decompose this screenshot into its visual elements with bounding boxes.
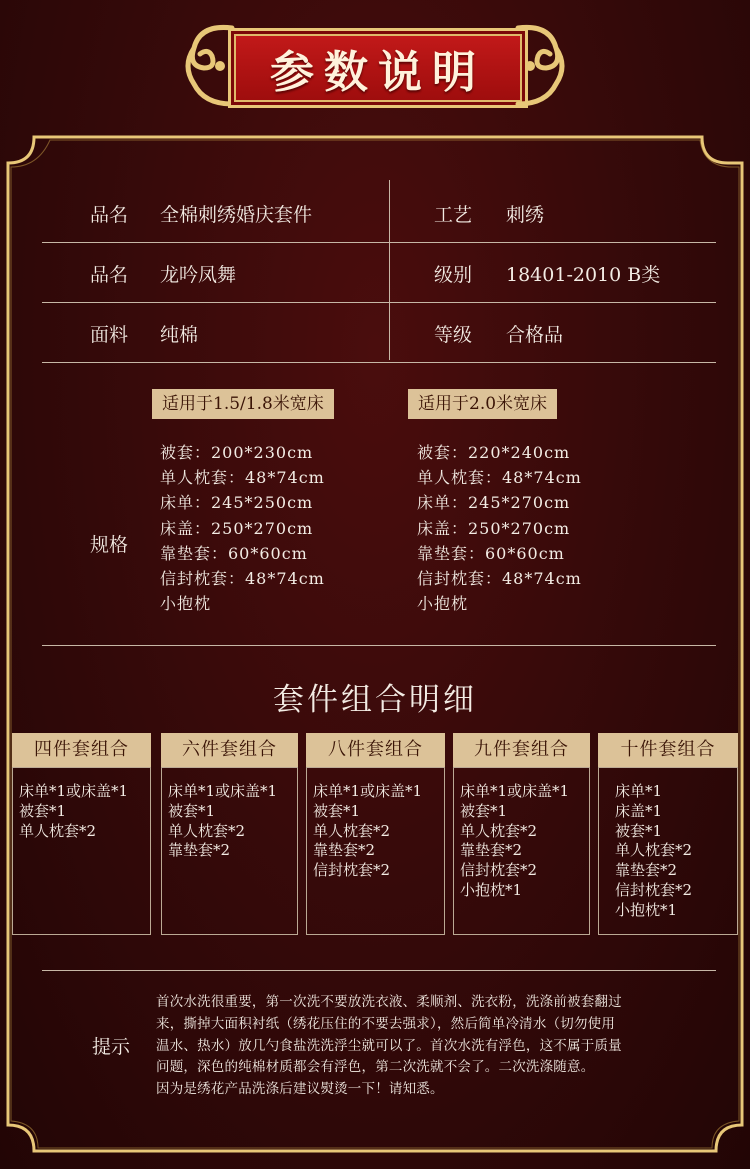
combo-item: 靠垫套*2 [615, 861, 678, 880]
combo-item: 床盖*1 [615, 801, 663, 820]
spec-item: 信封枕套：48*74cm [417, 569, 582, 589]
tip-line: 问题，深色的纯棉材质都会有浮色，第二次洗就不会了。二次洗涤随意。 [156, 1059, 595, 1076]
title-banner [180, 18, 570, 114]
combo-box [161, 767, 298, 935]
section-title: 套件组合明细 [273, 682, 477, 718]
divider [42, 970, 716, 971]
combo-item: 床单*1或床盖*1 [460, 782, 570, 800]
page-title: 参数说明 [270, 47, 486, 98]
param-value: 刺绣 [506, 204, 545, 226]
combo-item: 被套*1 [460, 801, 508, 820]
tip-line: 温水、热水）放几勺食盐洗洗浮尘就可以了。首次水洗有浮色，这不属于质量 [156, 1037, 622, 1054]
param-key: 品名 [90, 264, 129, 286]
banner-right-ornament-icon [510, 18, 570, 114]
combo-item: 靠垫套*2 [313, 841, 376, 860]
combo-box [306, 767, 445, 935]
divider [42, 645, 716, 646]
combo-item: 床单*1或床盖*1 [19, 782, 129, 800]
tip-line: 因为是绣花产品洗涤后建议熨烫一下！请知悉。 [156, 1081, 444, 1098]
banner-plaque [228, 28, 528, 108]
combo-item: 被套*1 [19, 801, 67, 820]
spec-item: 小抱枕 [417, 594, 469, 614]
combo-header: 八件套组合 [306, 733, 445, 767]
spec-item: 靠垫套：60*60cm [417, 543, 565, 563]
combo-item: 小抱枕*1 [460, 880, 523, 899]
spec-list [160, 440, 325, 616]
param-value: 合格品 [506, 324, 564, 346]
tip-line: 首次水洗很重要，第一次洗不要放洗衣液、柔顺剂、洗衣粉，洗涤前被套翻过 [156, 994, 622, 1010]
spec-item: 单人枕套：48*74cm [417, 468, 582, 488]
spec-item: 床单：245*270cm [417, 493, 571, 513]
combo-header: 四件套组合 [12, 733, 151, 767]
spec-item: 信封枕套：48*74cm [160, 569, 325, 589]
spec-item: 靠垫套：60*60cm [160, 543, 308, 563]
spec-item: 床盖：250*270cm [417, 518, 571, 538]
spec-label: 规格 [90, 534, 129, 556]
combo-item: 信封枕套*2 [615, 880, 693, 899]
combo-box [12, 767, 151, 935]
combo-item: 靠垫套*2 [168, 841, 231, 860]
param-value: 全棉刺绣婚庆套件 [160, 204, 313, 226]
combo-item: 单人枕套*2 [460, 821, 538, 840]
spec-item: 被套：200*230cm [160, 443, 314, 462]
combo-item: 靠垫套*2 [460, 841, 523, 860]
combo-item: 单人枕套*2 [615, 841, 693, 860]
combo-item: 被套*1 [615, 821, 663, 840]
spec-item: 小抱枕 [160, 594, 212, 614]
combo-header: 十件套组合 [598, 733, 738, 767]
param-row [42, 302, 716, 363]
combo-item: 床单*1或床盖*1 [168, 782, 278, 800]
param-value: 纯棉 [160, 324, 199, 346]
combo-item: 单人枕套*2 [168, 821, 246, 840]
tip-label: 提示 [92, 1036, 131, 1058]
param-key: 品名 [90, 204, 129, 226]
combo-item: 信封枕套*2 [460, 861, 538, 880]
spec-list [417, 440, 582, 616]
combo-item: 信封枕套*2 [313, 861, 391, 880]
combo-box [598, 767, 738, 935]
spec-tag: 适用于1.5/1.8米宽床 [152, 389, 334, 419]
combo-item: 单人枕套*2 [313, 821, 391, 840]
spec-item: 单人枕套：48*74cm [160, 468, 325, 488]
param-divider [389, 180, 390, 360]
param-row [42, 242, 716, 303]
param-key: 工艺 [434, 204, 473, 226]
combo-header: 九件套组合 [453, 733, 590, 767]
combo-item: 单人枕套*2 [19, 821, 97, 840]
combo-box [453, 767, 590, 935]
param-key: 面料 [90, 324, 129, 346]
spec-tag: 适用于2.0米宽床 [408, 389, 557, 419]
param-value: 龙吟凤舞 [160, 264, 237, 286]
param-key: 等级 [434, 324, 473, 346]
spec-item: 床盖：250*270cm [160, 518, 314, 538]
param-key: 级别 [434, 264, 473, 286]
param-value: 18401-2010 B类 [506, 264, 661, 286]
combo-header: 六件套组合 [161, 733, 298, 767]
tip-line: 来，撕掉大面积衬纸（绣花压住的不要去强求），然后简单冷清水（切勿使用 [156, 1015, 616, 1032]
combo-item: 小抱枕*1 [615, 900, 678, 919]
spec-item: 被套：220*240cm [417, 443, 571, 462]
combo-item: 床单*1 [615, 782, 663, 800]
combo-item: 床单*1或床盖*1 [313, 782, 423, 800]
combo-item: 被套*1 [168, 801, 216, 820]
spec-item: 床单：245*250cm [160, 493, 314, 513]
param-row [42, 182, 716, 243]
tip-text [156, 992, 702, 1101]
combo-item: 被套*1 [313, 801, 361, 820]
